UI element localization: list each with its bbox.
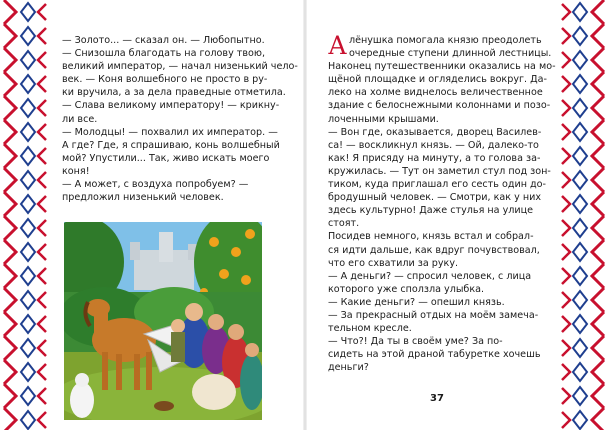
ornament-zigzag [592, 264, 604, 288]
text-line: век. — Коня волшебного не просто в ру- [62, 74, 268, 86]
text-line: — Слава великому императору! — крикну- [62, 100, 280, 112]
ornament-diamond [573, 219, 587, 237]
text-line: кружилась. — Тут он заметил стул под зон- [328, 165, 551, 177]
ornament-zigzag [592, 288, 604, 312]
ornament-chevron [562, 220, 570, 236]
ornament-chevron [562, 4, 570, 20]
ornament-chevron [38, 52, 46, 68]
text-line: — Золото... — сказал он. — Любопытно. [62, 35, 265, 46]
ornament-zigzag [4, 144, 16, 168]
ornament-zigzag [592, 408, 604, 430]
text-line: щёной площадке и огляделись вокруг. Да- [328, 74, 547, 86]
text-line: ли все. [62, 113, 98, 125]
ornament-zigzag [4, 120, 16, 144]
text-line: предложил низенький человек. [62, 192, 224, 204]
ornament-zigzag [4, 408, 16, 430]
ornament-diamond [21, 3, 35, 21]
ornament-zigzag [592, 48, 604, 72]
ornament-diamond [21, 387, 35, 405]
ornament-diamond [573, 411, 587, 429]
ornament-chevron [38, 196, 46, 212]
ornament-zigzag [592, 192, 604, 216]
ornament-zigzag [592, 312, 604, 336]
ornament-chevron [562, 148, 570, 164]
ornament-zigzag [4, 312, 16, 336]
ornament-diamond [21, 315, 35, 333]
text-line: мой? Упустили... Так, живо искать моего [62, 152, 270, 164]
ornament-chevron [38, 412, 46, 428]
story-illustration [64, 222, 262, 420]
right-ornament-border [556, 0, 608, 430]
ornament-zigzag [592, 168, 604, 192]
text-line: — А может, с воздуха попробуем? — [62, 179, 249, 191]
text-line: что его схватили за руку. [328, 257, 459, 269]
ornament-diamond [21, 99, 35, 117]
ornament-chevron [38, 124, 46, 140]
text-line: А где? Где, я спрашиваю, конь волшебный [62, 139, 280, 151]
ornament-zigzag [592, 24, 604, 48]
ornament-chevron [562, 316, 570, 332]
ornament-chevron [562, 364, 570, 380]
ornament-diamond [573, 123, 587, 141]
ornament-zigzag [4, 168, 16, 192]
ornament-diamond [573, 387, 587, 405]
text-line: коня! [62, 165, 90, 177]
ornament-zigzag [592, 96, 604, 120]
ornament-zigzag [4, 384, 16, 408]
ornament-chevron [562, 388, 570, 404]
ornament-diamond [573, 27, 587, 45]
ornament-chevron [38, 340, 46, 356]
ornament-chevron [562, 100, 570, 116]
text-line: здесь культурно! Даже стулья на улице [328, 205, 534, 217]
ornament-chevron [562, 124, 570, 140]
ornament-zigzag [592, 240, 604, 264]
ornament-diamond [573, 147, 587, 165]
ornament-chevron [38, 244, 46, 260]
text-line: великий император, — начал низенький чело- [62, 61, 298, 73]
text-line: — Какие деньги? — опешил князь. [328, 296, 505, 308]
ornament-zigzag [592, 336, 604, 360]
text-line: — Молодцы! — похвалил их император. — [62, 126, 278, 138]
page-number: 37 [430, 393, 444, 404]
ornament-diamond [21, 171, 35, 189]
ornament-diamond [21, 75, 35, 93]
text-line: которого уже сползла улыбка. [328, 283, 485, 295]
ornament-diamond [21, 195, 35, 213]
ornament-diamond [21, 243, 35, 261]
ornament-diamond [573, 99, 587, 117]
ornament-diamond [573, 243, 587, 261]
ornament-zigzag [592, 0, 604, 24]
text-line: ся идти дальше, как вдруг почувствовал, [328, 244, 540, 256]
ornament-zigzag [4, 288, 16, 312]
text-line: бродушный человек. — Смотри, как у них [328, 192, 542, 204]
text-line: сидеть на этой драной табуретке хочешь [328, 349, 541, 361]
ornament-chevron [38, 388, 46, 404]
ornament-diamond [573, 267, 587, 285]
ornament-diamond [21, 219, 35, 237]
ornament-chevron [38, 220, 46, 236]
text-line: ки вручила, а за дела праведные отметила. [62, 87, 286, 99]
ornament-chevron [562, 340, 570, 356]
book-spine [303, 0, 307, 430]
ornament-zigzag [4, 360, 16, 384]
ornament-diamond [21, 363, 35, 381]
ornament-diamond [573, 195, 587, 213]
text-line: очередные ступени длинной лестницы. [348, 48, 552, 60]
right-page-text [328, 31, 556, 374]
ornament-zigzag [4, 192, 16, 216]
ornament-chevron [562, 412, 570, 428]
ornament-diamond [573, 363, 587, 381]
text-line: как! Я присяду на минуту, а то голова за- [328, 152, 541, 164]
ornament-zigzag [592, 216, 604, 240]
ornament-diamond [573, 291, 587, 309]
ornament-chevron [562, 28, 570, 44]
text-line: — А деньги? — спросил человек, с лица [328, 270, 532, 282]
text-line: здание с белоснежными колоннами и позо- [328, 100, 551, 112]
ornament-diamond [573, 339, 587, 357]
ornament-chevron [562, 292, 570, 308]
ornament-chevron [38, 76, 46, 92]
ornament-zigzag [4, 96, 16, 120]
text-line: стоят. [328, 218, 360, 230]
text-line: лоченными крышами. [328, 113, 439, 125]
text-line: са! — воскликнул князь. — Ой, далеко-то [328, 139, 539, 151]
ornament-chevron [562, 244, 570, 260]
ornament-zigzag [592, 120, 604, 144]
ornament-chevron [38, 100, 46, 116]
ornament-diamond [573, 171, 587, 189]
text-line: тельном кресле. [328, 323, 412, 335]
ornament-diamond [21, 27, 35, 45]
ornament-chevron [38, 4, 46, 20]
ornament-zigzag [592, 384, 604, 408]
ornament-zigzag [4, 24, 16, 48]
ornament-diamond [573, 3, 587, 21]
ornament-chevron [562, 268, 570, 284]
ornament-zigzag [4, 48, 16, 72]
ornament-diamond [573, 75, 587, 93]
ornament-diamond [21, 51, 35, 69]
ornament-zigzag [592, 144, 604, 168]
text-line: лёнушка помогала князю преодолеть [348, 35, 542, 46]
ornament-chevron [562, 76, 570, 92]
basket-icon [154, 401, 174, 411]
ornament-diamond [21, 123, 35, 141]
ornament-diamond [573, 51, 587, 69]
text-line: деньги? [328, 362, 369, 374]
ornament-chevron [562, 196, 570, 212]
ornament-diamond [573, 315, 587, 333]
ornament-zigzag [592, 360, 604, 384]
ornament-chevron [38, 148, 46, 164]
ornament-chevron [38, 292, 46, 308]
ornament-diamond [21, 267, 35, 285]
ornament-diamond [21, 411, 35, 429]
ornament-zigzag [4, 72, 16, 96]
ornament-zigzag [4, 336, 16, 360]
ornament-chevron [38, 268, 46, 284]
text-line: Наконец путешественники оказались на мо- [328, 61, 556, 73]
text-line: — Что?! Да ты в своём уме? За по- [328, 336, 503, 348]
drop-cap: А [328, 31, 347, 60]
ornament-diamond [21, 339, 35, 357]
ornament-diamond [21, 147, 35, 165]
text-line: — Снизошла благодать на голову твою, [62, 48, 266, 60]
ornament-chevron [38, 364, 46, 380]
ornament-zigzag [4, 0, 16, 24]
ornament-diamond [21, 291, 35, 309]
ornament-zigzag [4, 216, 16, 240]
ornament-zigzag [592, 72, 604, 96]
text-line: — Вон где, оказывается, дворец Василев- [328, 126, 542, 138]
ornament-chevron [562, 52, 570, 68]
text-line: — За прекрасный отдых на моём замеча- [328, 309, 539, 321]
ornament-chevron [38, 316, 46, 332]
text-line: тиком, куда приглашал его сесть один до- [328, 179, 546, 191]
left-page-text [62, 34, 298, 204]
text-line: Посидев немного, князь встал и собрал- [328, 231, 534, 243]
ornament-chevron [38, 28, 46, 44]
ornament-chevron [38, 172, 46, 188]
text-line: леко на холме виднелось величественное [328, 87, 543, 99]
ornament-chevron [562, 172, 570, 188]
ornament-zigzag [4, 240, 16, 264]
left-ornament-border [0, 0, 52, 430]
ornament-zigzag [4, 264, 16, 288]
